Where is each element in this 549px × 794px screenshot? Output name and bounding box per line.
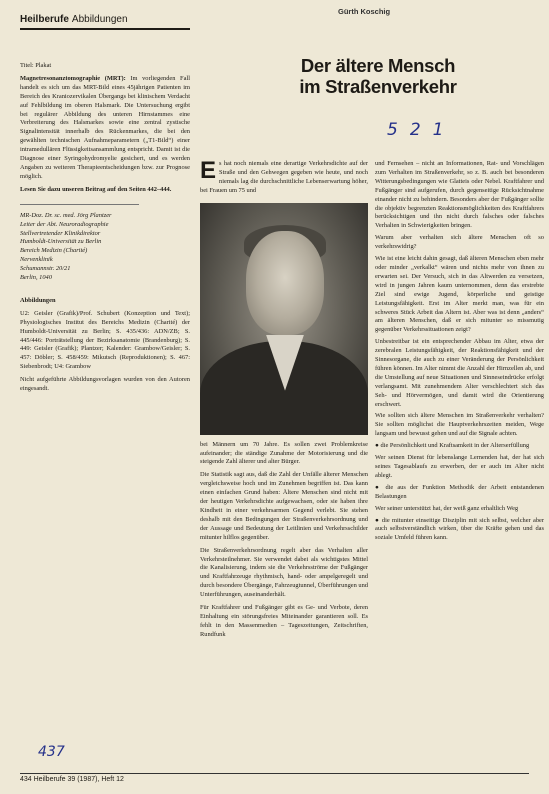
right-paragraph-5: Wie sollten sich ältere Menschen im Straßenverkehr verhalten? Sie sollten möglichst die Hauptverkehrszeiten meiden, Wege langsam und bewusst gehen und auf die Signale achten. [375, 412, 544, 438]
mid-paragraph-1: bei Männern um 70 Jahre. Es sollen zwei Problemkreise aufeinander; die ständige Zunahme der Motorisierung und die steigende Zahl älterer und alter Bürger. [200, 440, 368, 466]
article-headline [262, 55, 494, 97]
portrait-photo [200, 203, 368, 435]
author-line-8: Berlin, 1040 [20, 274, 52, 282]
right-paragraph-6: Wer seinen Dienst für lebenslange Lernenden hat, der hat sich seines Tagesablaufs zu erwerben, der er auch im Alter nicht ablegt. [375, 454, 544, 479]
abbildungen-note: Nicht aufgeführte Abbildungsvorlagen wurden von den Autoren eingesandt. [20, 376, 190, 393]
headline-line-2: im Straßenverkehr [299, 76, 457, 97]
section-name: Heilberufe [20, 14, 69, 25]
right-paragraph-3: Wie ist eine leicht dahin gesagt, daß älteren Menschen eben mehr oder minder „verkalkt“ wären und nichts mehr von ihnen zu erwarten sei. Der Versuch, sich in das Altwerden zu versetzen, wird in jungen Jahren kaum unternommen, denn das erstrebte Ziel sind ewige Jugend, körperliche und geistige Leistungsfähigkeit. Erst im Alter merkt man, was für ein schweres Stück Arbeit das Altern ist. Aber was ist denn „anders“ am älteren Menschen, daß er sich mitunter so missmutig gegenüber Verkehrssituationen zeigt? [375, 255, 544, 334]
drop-cap: E [200, 157, 217, 184]
author-line-7: Schumannstr. 20/21 [20, 265, 71, 273]
right-paragraph-7: Wer seiner unterstützt hat, der weiß ganz erhaltlich Weg [375, 504, 519, 512]
author-line-4: Humboldt-Universität zu Berlin [20, 238, 102, 246]
author-line-5: Bereich Medizin (Charité) [20, 247, 88, 255]
mid-paragraph-4: Für Kraftfahrer und Fußgänger gibt es Ge- und Verbote, deren Einhaltung ein störungsfreies Miteinander garantieren soll. Es fehlt in den Massenmedien – Tageszeitungen, Zeitschriften, Rundfunk [200, 604, 368, 638]
intro-text: s hat noch niemals eine derartige Verkehrsdichte auf der Straße und den Gehwegen gegeben wie heute, und noch niemals lag die durchschnittliche Lebenserwartung höher, bei Frauen um 75 und [200, 160, 368, 194]
mid-paragraph-2: Die Statistik sagt aus, daß die Zahl der Unfälle älterer Menschen vergleichsweise hoch und im Zunehmen begriffen ist. Das kann einen einfachen Grund haben: Ältere Menschen sind nicht mit der heutigen Verkehrsdichte aufgewachsen, oder sie haben ihre Kindheit in einer verkehrsarmen Gegend verlebt. Sie stehen deshalb mit den Bedingungen der Straßenverkehrsordnung und der Aussage und Bedeutung der Leitlinien und Verkehrsschilder mitunter hilflos gegenüber. [200, 471, 368, 541]
abbildungen-credits: U2: Geisler (Grafik)/Prof. Schubert (Konzeption und Text); Physiologisches Institut des Bereichs Medizin (Charité) der Humboldt-Universität zu Berlin; S. 435/436: ADN/ZB; S. 445/446: Porträtstellung der Bezirksanatomie (Brandenburg); S. 449: Geisler (Grafik); Plantzer; Kalender: Grambow/Geisler; S. 457: Döbler; S. 458/459: Mikutsch (Reproduktionen); S. 467: Siebenbrodt; U4: Grambow [20, 309, 190, 371]
handwritten-number: 521 [387, 120, 456, 140]
right-paragraph-2: Warum aber verhalten sich ältere Menschen oft so verkehrswidrig? [375, 234, 544, 251]
read-more: Lesen Sie dazu unseren Beitrag auf den Seiten 442–444. [20, 185, 172, 193]
middle-column [200, 157, 368, 644]
cover-info [20, 62, 190, 394]
bullet-2: ● die aus der Funktion Methodik der Arbeit entstandenen Belastungen [375, 483, 544, 500]
right-paragraph-4: Unbestreitbar ist ein entsprechender Abbau im Alter, etwa der zerebralen Leistungsfähigkeit, der Reaktionsfähigkeit und der Sinnesorgane, die auch zu einer Veränderung der Persönlichkeit führen können. Im Alter nimmt die Anzahl der Hirnzellen ab, und die Umstellung auf neue Situationen und Sinneseindrücke erfolgt verlangsamt. Mit zunehmendem Alter verschlechtert sich das Seh- und Hörvermögen, und damit wird die Orientierung erschwert. [375, 338, 544, 408]
bullet-1: ● die Persönlichkeit und Kraftsamkeit in der Alterserfüllung [375, 442, 530, 450]
author-line-2: Leiter der Abt. Neuroradiographie [20, 220, 109, 228]
handwritten-page-note: 437 [38, 744, 65, 760]
left-column [20, 14, 190, 398]
section-header [20, 14, 190, 30]
author-line-3: Stellvertretender Klinikdirektor [20, 229, 101, 237]
mid-paragraph-3: Die Straßenverkehrsordnung regelt aber das Verhalten aller Verkehrsteilnehmer. Sie verwendet dabei als wichtigstes Mittel die Kanalisierung, indem sie die Verkehrsströme der Fußgänger und Kraftfahrzeuge rhythmisch, hand- oder ampelgeregelt und durch besondere Übergänge, Fahrzeugtunnel, Überführungen und Unterführungen, auseinanderhält. [200, 546, 368, 599]
headline-line-1: Der ältere Mensch [300, 55, 456, 76]
page-footer: 434 Heilberufe 39 (1987), Heft 12 [20, 773, 529, 783]
right-column [375, 160, 544, 546]
right-paragraph-1: und Fernsehen – nicht an Informationen, Rat- und Vorschlägen zum Verhalten im Straßenverkehr, so z. B. auch bei besonderen Witterungsbedingungen wie Glatteis oder Nebel. Kraftfahrer und Fußgänger sind aufgerufen, durch gegenseitige Rücksichtnahme einander nicht zu behindern. Besonders aber der Fußgänger sollte die objektiv begrenzten Reaktionsmöglichkeiten des Kraftfahrers berücksichtigen und ihn nicht durch falsches oder falsches Verhalten in Schwierigkeiten bringen. [375, 160, 544, 230]
author-line-6: Nervenklinik [20, 256, 53, 264]
mri-text: Im vorliegenden Fall handelt es sich um das MRT-Bild eines 45jährigen Patienten im Bereich des Kraniozervikalen Übergangs bei klinischem Verdacht auf Fehlbildung im oberen Halsmark. Die Untersuchung ergibt bei regulärer Abbildung des unteren Hirnstammes eine Verbreiterung des Halsmarkes sowie eine zentral zystische Signalintensität innerhalb des Rückenmarkes, die bei den gewählten technischen Aufnahmeparametern („T1-Bild“) einer intramedullären Flüssigkeitsansammlung entspricht. Damit ist die Diagnose einer Syringohydromyelie gesichert, und es werden Angaben zu weiteren Therapieentscheidungen bzw. zur Prognose möglich. [20, 74, 190, 180]
bullet-3: ● die mitunter einseitige Disziplin mit sich selbst, welcher aber auch selbstverständlich wirken, über die Kräfte gehen und das soziale Umfeld führen kann. [375, 516, 544, 542]
author-name: MR-Doz. Dr. sc. med. Jörg Plantzer [20, 211, 112, 219]
abbildungen-heading: Abbildungen [20, 296, 56, 304]
divider [20, 204, 139, 205]
section-subname: Abbildungen [71, 14, 128, 25]
cover-title-line: Titel: Plakat [20, 62, 52, 69]
mri-heading: Magnetresonanztomographie (MRT): [20, 74, 126, 82]
article-author: Gürth Koschig [338, 7, 391, 16]
